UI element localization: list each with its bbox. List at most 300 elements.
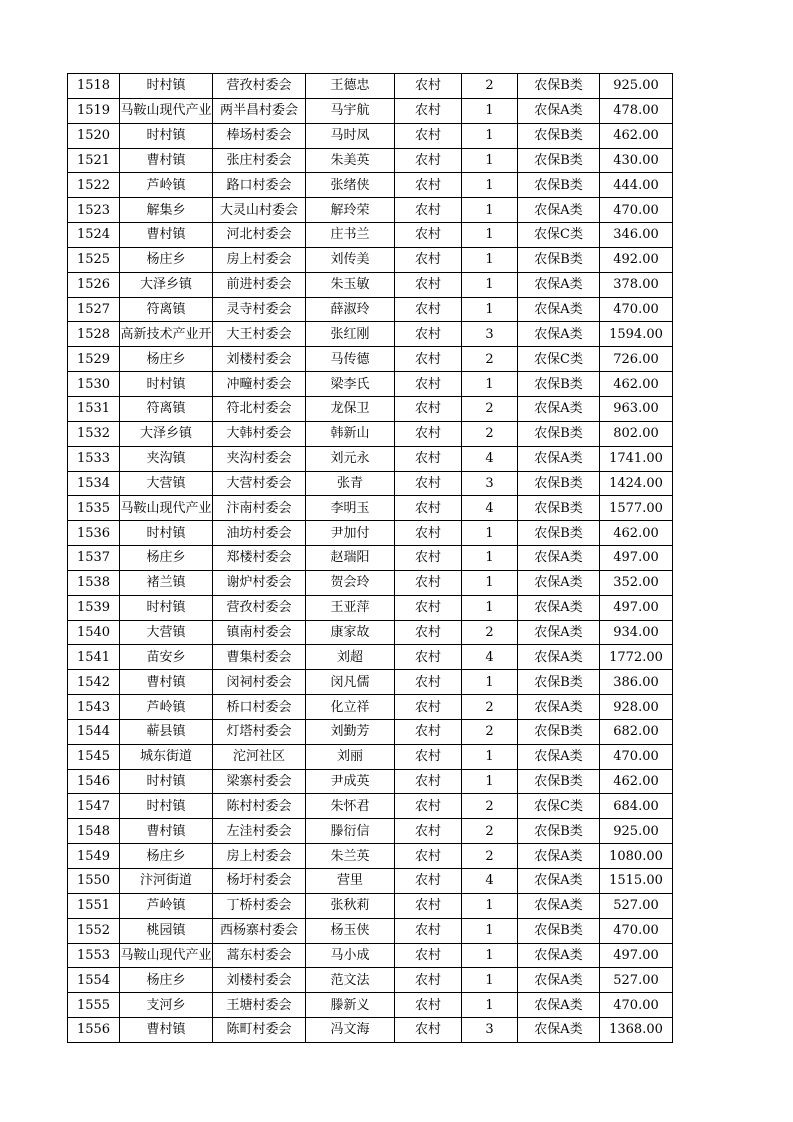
village-committee-cell: 两半昌村委会 xyxy=(213,98,306,123)
village-committee-cell: 闵祠村委会 xyxy=(213,670,306,695)
person-name-cell: 尹成英 xyxy=(306,769,395,794)
village-committee-cell: 王塘村委会 xyxy=(213,993,306,1018)
insurance-category-cell: 农保B类 xyxy=(518,496,600,521)
area-type-cell: 农村 xyxy=(395,968,462,993)
table-row xyxy=(68,521,673,546)
household-count-cell: 2 xyxy=(462,819,518,844)
village-committee-cell: 张庄村委会 xyxy=(213,148,306,173)
area-type-cell: 农村 xyxy=(395,446,462,471)
amount-cell: 1424.00 xyxy=(600,471,673,496)
amount-cell: 682.00 xyxy=(600,719,673,744)
record-id-cell: 1536 xyxy=(68,521,120,546)
village-committee-cell: 营孜村委会 xyxy=(213,74,306,99)
village-committee-cell: 桥口村委会 xyxy=(213,695,306,720)
insurance-category-cell: 农保B类 xyxy=(518,421,600,446)
amount-cell: 527.00 xyxy=(600,968,673,993)
table-row xyxy=(68,869,673,894)
table-row xyxy=(68,670,673,695)
area-type-cell: 农村 xyxy=(395,918,462,943)
person-name-cell: 张绪侠 xyxy=(306,173,395,198)
household-count-cell: 1 xyxy=(462,744,518,769)
insurance-category-cell: 农保A类 xyxy=(518,322,600,347)
village-committee-cell: 沱河社区 xyxy=(213,744,306,769)
insurance-category-cell: 农保B类 xyxy=(518,74,600,99)
town-cell: 大泽乡镇 xyxy=(120,421,213,446)
household-count-cell: 1 xyxy=(462,968,518,993)
record-id-cell: 1550 xyxy=(68,869,120,894)
amount-cell: 430.00 xyxy=(600,148,673,173)
insurance-category-cell: 农保A类 xyxy=(518,595,600,620)
person-name-cell: 王德忠 xyxy=(306,74,395,99)
amount-cell: 726.00 xyxy=(600,347,673,372)
household-count-cell: 2 xyxy=(462,347,518,372)
household-count-cell: 1 xyxy=(462,769,518,794)
village-committee-cell: 镇南村委会 xyxy=(213,620,306,645)
town-cell: 杨庄乡 xyxy=(120,844,213,869)
record-id-cell: 1554 xyxy=(68,968,120,993)
village-committee-cell: 汴南村委会 xyxy=(213,496,306,521)
person-name-cell: 张红刚 xyxy=(306,322,395,347)
village-committee-cell: 房上村委会 xyxy=(213,844,306,869)
record-id-cell: 1531 xyxy=(68,396,120,421)
table-row xyxy=(68,446,673,471)
person-name-cell: 朱怀君 xyxy=(306,794,395,819)
area-type-cell: 农村 xyxy=(395,173,462,198)
record-id-cell: 1520 xyxy=(68,123,120,148)
household-count-cell: 1 xyxy=(462,173,518,198)
village-committee-cell: 大韩村委会 xyxy=(213,421,306,446)
town-cell: 大营镇 xyxy=(120,471,213,496)
area-type-cell: 农村 xyxy=(395,396,462,421)
amount-cell: 684.00 xyxy=(600,794,673,819)
table-row xyxy=(68,173,673,198)
table-row xyxy=(68,993,673,1018)
table-row xyxy=(68,272,673,297)
person-name-cell: 李明玉 xyxy=(306,496,395,521)
area-type-cell: 农村 xyxy=(395,993,462,1018)
town-cell: 芦岭镇 xyxy=(120,893,213,918)
person-name-cell: 杨玉侠 xyxy=(306,918,395,943)
village-committee-cell: 杨圩村委会 xyxy=(213,869,306,894)
household-count-cell: 1 xyxy=(462,297,518,322)
insurance-category-cell: 农保B类 xyxy=(518,148,600,173)
table-row xyxy=(68,74,673,99)
household-count-cell: 2 xyxy=(462,74,518,99)
area-type-cell: 农村 xyxy=(395,297,462,322)
area-type-cell: 农村 xyxy=(395,347,462,372)
table-row xyxy=(68,1018,673,1043)
record-id-cell: 1549 xyxy=(68,844,120,869)
person-name-cell: 朱美英 xyxy=(306,148,395,173)
area-type-cell: 农村 xyxy=(395,570,462,595)
record-id-cell: 1547 xyxy=(68,794,120,819)
table-row xyxy=(68,396,673,421)
insurance-category-cell: 农保B类 xyxy=(518,173,600,198)
insurance-category-cell: 农保A类 xyxy=(518,869,600,894)
village-committee-cell: 丁桥村委会 xyxy=(213,893,306,918)
town-cell: 解集乡 xyxy=(120,198,213,223)
record-id-cell: 1542 xyxy=(68,670,120,695)
table-row xyxy=(68,695,673,720)
amount-cell: 470.00 xyxy=(600,198,673,223)
area-type-cell: 农村 xyxy=(395,1018,462,1043)
person-name-cell: 滕新义 xyxy=(306,993,395,1018)
person-name-cell: 马传德 xyxy=(306,347,395,372)
area-type-cell: 农村 xyxy=(395,844,462,869)
amount-cell: 963.00 xyxy=(600,396,673,421)
area-type-cell: 农村 xyxy=(395,123,462,148)
insurance-category-cell: 农保A类 xyxy=(518,98,600,123)
amount-cell: 492.00 xyxy=(600,247,673,272)
household-count-cell: 3 xyxy=(462,322,518,347)
village-committee-cell: 梁寨村委会 xyxy=(213,769,306,794)
town-cell: 蕲县镇 xyxy=(120,719,213,744)
insurance-category-cell: 农保A类 xyxy=(518,396,600,421)
area-type-cell: 农村 xyxy=(395,595,462,620)
insurance-category-cell: 农保A类 xyxy=(518,570,600,595)
amount-cell: 470.00 xyxy=(600,993,673,1018)
town-cell: 杨庄乡 xyxy=(120,546,213,571)
amount-cell: 462.00 xyxy=(600,372,673,397)
village-committee-cell: 灯塔村委会 xyxy=(213,719,306,744)
record-id-cell: 1521 xyxy=(68,148,120,173)
amount-cell: 346.00 xyxy=(600,223,673,248)
amount-cell: 925.00 xyxy=(600,819,673,844)
records-table xyxy=(67,73,673,1043)
table-row xyxy=(68,794,673,819)
person-name-cell: 朱兰英 xyxy=(306,844,395,869)
household-count-cell: 2 xyxy=(462,695,518,720)
amount-cell: 497.00 xyxy=(600,546,673,571)
village-committee-cell: 大营村委会 xyxy=(213,471,306,496)
household-count-cell: 1 xyxy=(462,123,518,148)
household-count-cell: 2 xyxy=(462,794,518,819)
record-id-cell: 1528 xyxy=(68,322,120,347)
town-cell: 时村镇 xyxy=(120,769,213,794)
person-name-cell: 马小成 xyxy=(306,943,395,968)
household-count-cell: 2 xyxy=(462,844,518,869)
amount-cell: 352.00 xyxy=(600,570,673,595)
town-cell: 曹村镇 xyxy=(120,223,213,248)
person-name-cell: 范文法 xyxy=(306,968,395,993)
record-id-cell: 1545 xyxy=(68,744,120,769)
table-row xyxy=(68,421,673,446)
record-id-cell: 1548 xyxy=(68,819,120,844)
table-row xyxy=(68,347,673,372)
record-id-cell: 1523 xyxy=(68,198,120,223)
record-id-cell: 1551 xyxy=(68,893,120,918)
amount-cell: 934.00 xyxy=(600,620,673,645)
person-name-cell: 王亚萍 xyxy=(306,595,395,620)
table-row xyxy=(68,744,673,769)
table-row xyxy=(68,223,673,248)
area-type-cell: 农村 xyxy=(395,496,462,521)
village-committee-cell: 谢炉村委会 xyxy=(213,570,306,595)
record-id-cell: 1540 xyxy=(68,620,120,645)
insurance-category-cell: 农保A类 xyxy=(518,695,600,720)
table-row xyxy=(68,595,673,620)
household-count-cell: 1 xyxy=(462,993,518,1018)
record-id-cell: 1525 xyxy=(68,247,120,272)
town-cell: 时村镇 xyxy=(120,123,213,148)
household-count-cell: 2 xyxy=(462,421,518,446)
insurance-category-cell: 农保A类 xyxy=(518,645,600,670)
insurance-category-cell: 农保B类 xyxy=(518,819,600,844)
area-type-cell: 农村 xyxy=(395,247,462,272)
person-name-cell: 韩新山 xyxy=(306,421,395,446)
person-name-cell: 冯文海 xyxy=(306,1018,395,1043)
area-type-cell: 农村 xyxy=(395,521,462,546)
village-committee-cell: 曹集村委会 xyxy=(213,645,306,670)
record-id-cell: 1544 xyxy=(68,719,120,744)
insurance-category-cell: 农保B类 xyxy=(518,372,600,397)
amount-cell: 497.00 xyxy=(600,943,673,968)
amount-cell: 462.00 xyxy=(600,521,673,546)
village-committee-cell: 刘楼村委会 xyxy=(213,347,306,372)
household-count-cell: 4 xyxy=(462,496,518,521)
household-count-cell: 1 xyxy=(462,148,518,173)
town-cell: 支河乡 xyxy=(120,993,213,1018)
table-row xyxy=(68,570,673,595)
person-name-cell: 刘传美 xyxy=(306,247,395,272)
record-id-cell: 1529 xyxy=(68,347,120,372)
insurance-category-cell: 农保B类 xyxy=(518,471,600,496)
person-name-cell: 滕衍信 xyxy=(306,819,395,844)
household-count-cell: 1 xyxy=(462,595,518,620)
record-id-cell: 1543 xyxy=(68,695,120,720)
area-type-cell: 农村 xyxy=(395,471,462,496)
record-id-cell: 1524 xyxy=(68,223,120,248)
village-committee-cell: 营孜村委会 xyxy=(213,595,306,620)
household-count-cell: 1 xyxy=(462,670,518,695)
person-name-cell: 刘超 xyxy=(306,645,395,670)
town-cell: 符离镇 xyxy=(120,396,213,421)
area-type-cell: 农村 xyxy=(395,98,462,123)
town-cell: 时村镇 xyxy=(120,74,213,99)
insurance-category-cell: 农保A类 xyxy=(518,968,600,993)
person-name-cell: 赵瑞阳 xyxy=(306,546,395,571)
insurance-category-cell: 农保A类 xyxy=(518,893,600,918)
household-count-cell: 1 xyxy=(462,546,518,571)
table-row xyxy=(68,98,673,123)
person-name-cell: 尹加付 xyxy=(306,521,395,546)
household-count-cell: 2 xyxy=(462,396,518,421)
insurance-category-cell: 农保B类 xyxy=(518,719,600,744)
town-cell: 褚兰镇 xyxy=(120,570,213,595)
village-committee-cell: 符北村委会 xyxy=(213,396,306,421)
person-name-cell: 张青 xyxy=(306,471,395,496)
table-row xyxy=(68,943,673,968)
person-name-cell: 化立祥 xyxy=(306,695,395,720)
table-row xyxy=(68,297,673,322)
amount-cell: 1594.00 xyxy=(600,322,673,347)
record-id-cell: 1534 xyxy=(68,471,120,496)
area-type-cell: 农村 xyxy=(395,620,462,645)
insurance-category-cell: 农保A类 xyxy=(518,1018,600,1043)
area-type-cell: 农村 xyxy=(395,670,462,695)
village-committee-cell: 西杨寨村委会 xyxy=(213,918,306,943)
insurance-category-cell: 农保B类 xyxy=(518,670,600,695)
person-name-cell: 刘勤芳 xyxy=(306,719,395,744)
town-cell: 时村镇 xyxy=(120,595,213,620)
insurance-category-cell: 农保B类 xyxy=(518,918,600,943)
area-type-cell: 农村 xyxy=(395,372,462,397)
table-row xyxy=(68,893,673,918)
town-cell: 马鞍山现代产业 xyxy=(120,943,213,968)
area-type-cell: 农村 xyxy=(395,719,462,744)
insurance-category-cell: 农保A类 xyxy=(518,943,600,968)
person-name-cell: 马宇航 xyxy=(306,98,395,123)
record-id-cell: 1538 xyxy=(68,570,120,595)
person-name-cell: 刘元永 xyxy=(306,446,395,471)
town-cell: 城东街道 xyxy=(120,744,213,769)
insurance-category-cell: 农保B类 xyxy=(518,247,600,272)
village-committee-cell: 大灵山村委会 xyxy=(213,198,306,223)
area-type-cell: 农村 xyxy=(395,943,462,968)
village-committee-cell: 刘楼村委会 xyxy=(213,968,306,993)
village-committee-cell: 郑楼村委会 xyxy=(213,546,306,571)
village-committee-cell: 路口村委会 xyxy=(213,173,306,198)
insurance-category-cell: 农保A类 xyxy=(518,198,600,223)
household-count-cell: 1 xyxy=(462,98,518,123)
insurance-category-cell: 农保A类 xyxy=(518,297,600,322)
table-row xyxy=(68,819,673,844)
amount-cell: 1741.00 xyxy=(600,446,673,471)
household-count-cell: 1 xyxy=(462,223,518,248)
household-count-cell: 1 xyxy=(462,247,518,272)
town-cell: 高新技术产业开 xyxy=(120,322,213,347)
record-id-cell: 1535 xyxy=(68,496,120,521)
person-name-cell: 梁李氏 xyxy=(306,372,395,397)
town-cell: 芦岭镇 xyxy=(120,173,213,198)
insurance-category-cell: 农保C类 xyxy=(518,223,600,248)
person-name-cell: 庄书兰 xyxy=(306,223,395,248)
village-committee-cell: 蒿东村委会 xyxy=(213,943,306,968)
table-row xyxy=(68,844,673,869)
amount-cell: 470.00 xyxy=(600,744,673,769)
village-committee-cell: 陈町村委会 xyxy=(213,1018,306,1043)
area-type-cell: 农村 xyxy=(395,869,462,894)
record-id-cell: 1546 xyxy=(68,769,120,794)
amount-cell: 1577.00 xyxy=(600,496,673,521)
household-count-cell: 1 xyxy=(462,272,518,297)
record-id-cell: 1539 xyxy=(68,595,120,620)
village-committee-cell: 油坊村委会 xyxy=(213,521,306,546)
area-type-cell: 农村 xyxy=(395,744,462,769)
record-id-cell: 1541 xyxy=(68,645,120,670)
town-cell: 杨庄乡 xyxy=(120,968,213,993)
village-committee-cell: 陈村村委会 xyxy=(213,794,306,819)
insurance-category-cell: 农保A类 xyxy=(518,272,600,297)
household-count-cell: 3 xyxy=(462,1018,518,1043)
person-name-cell: 龙保卫 xyxy=(306,396,395,421)
insurance-category-cell: 农保B类 xyxy=(518,769,600,794)
town-cell: 马鞍山现代产业 xyxy=(120,98,213,123)
town-cell: 曹村镇 xyxy=(120,670,213,695)
amount-cell: 1772.00 xyxy=(600,645,673,670)
table-row xyxy=(68,645,673,670)
household-count-cell: 1 xyxy=(462,521,518,546)
village-committee-cell: 夹沟村委会 xyxy=(213,446,306,471)
town-cell: 大营镇 xyxy=(120,620,213,645)
person-name-cell: 刘丽 xyxy=(306,744,395,769)
village-committee-cell: 灵寺村委会 xyxy=(213,297,306,322)
table-row xyxy=(68,496,673,521)
record-id-cell: 1537 xyxy=(68,546,120,571)
record-id-cell: 1530 xyxy=(68,372,120,397)
household-count-cell: 4 xyxy=(462,446,518,471)
amount-cell: 497.00 xyxy=(600,595,673,620)
person-name-cell: 张秋莉 xyxy=(306,893,395,918)
village-committee-cell: 棒场村委会 xyxy=(213,123,306,148)
amount-cell: 462.00 xyxy=(600,123,673,148)
area-type-cell: 农村 xyxy=(395,819,462,844)
town-cell: 大泽乡镇 xyxy=(120,272,213,297)
insurance-category-cell: 农保C类 xyxy=(518,794,600,819)
person-name-cell: 闵凡儒 xyxy=(306,670,395,695)
town-cell: 曹村镇 xyxy=(120,148,213,173)
insurance-category-cell: 农保A类 xyxy=(518,993,600,1018)
area-type-cell: 农村 xyxy=(395,148,462,173)
insurance-category-cell: 农保A类 xyxy=(518,546,600,571)
person-name-cell: 薛淑玲 xyxy=(306,297,395,322)
amount-cell: 378.00 xyxy=(600,272,673,297)
area-type-cell: 农村 xyxy=(395,645,462,670)
table-row xyxy=(68,322,673,347)
household-count-cell: 1 xyxy=(462,570,518,595)
amount-cell: 444.00 xyxy=(600,173,673,198)
person-name-cell: 马时凤 xyxy=(306,123,395,148)
village-committee-cell: 前进村委会 xyxy=(213,272,306,297)
household-count-cell: 4 xyxy=(462,645,518,670)
town-cell: 夹沟镇 xyxy=(120,446,213,471)
amount-cell: 925.00 xyxy=(600,74,673,99)
area-type-cell: 农村 xyxy=(395,223,462,248)
village-committee-cell: 河北村委会 xyxy=(213,223,306,248)
town-cell: 芦岭镇 xyxy=(120,695,213,720)
insurance-category-cell: 农保B类 xyxy=(518,123,600,148)
insurance-category-cell: 农保A类 xyxy=(518,844,600,869)
town-cell: 杨庄乡 xyxy=(120,247,213,272)
household-count-cell: 1 xyxy=(462,918,518,943)
household-count-cell: 1 xyxy=(462,943,518,968)
person-name-cell: 朱玉敏 xyxy=(306,272,395,297)
insurance-category-cell: 农保C类 xyxy=(518,347,600,372)
insurance-category-cell: 农保B类 xyxy=(518,521,600,546)
household-count-cell: 2 xyxy=(462,719,518,744)
record-id-cell: 1533 xyxy=(68,446,120,471)
household-count-cell: 3 xyxy=(462,471,518,496)
town-cell: 马鞍山现代产业 xyxy=(120,496,213,521)
amount-cell: 1080.00 xyxy=(600,844,673,869)
amount-cell: 1515.00 xyxy=(600,869,673,894)
household-count-cell: 2 xyxy=(462,620,518,645)
amount-cell: 470.00 xyxy=(600,297,673,322)
amount-cell: 802.00 xyxy=(600,421,673,446)
amount-cell: 462.00 xyxy=(600,769,673,794)
table-row xyxy=(68,471,673,496)
record-id-cell: 1553 xyxy=(68,943,120,968)
area-type-cell: 农村 xyxy=(395,421,462,446)
town-cell: 苗安乡 xyxy=(120,645,213,670)
table-body xyxy=(68,74,673,1043)
insurance-category-cell: 农保A类 xyxy=(518,620,600,645)
area-type-cell: 农村 xyxy=(395,893,462,918)
household-count-cell: 1 xyxy=(462,198,518,223)
area-type-cell: 农村 xyxy=(395,198,462,223)
record-id-cell: 1556 xyxy=(68,1018,120,1043)
area-type-cell: 农村 xyxy=(395,74,462,99)
